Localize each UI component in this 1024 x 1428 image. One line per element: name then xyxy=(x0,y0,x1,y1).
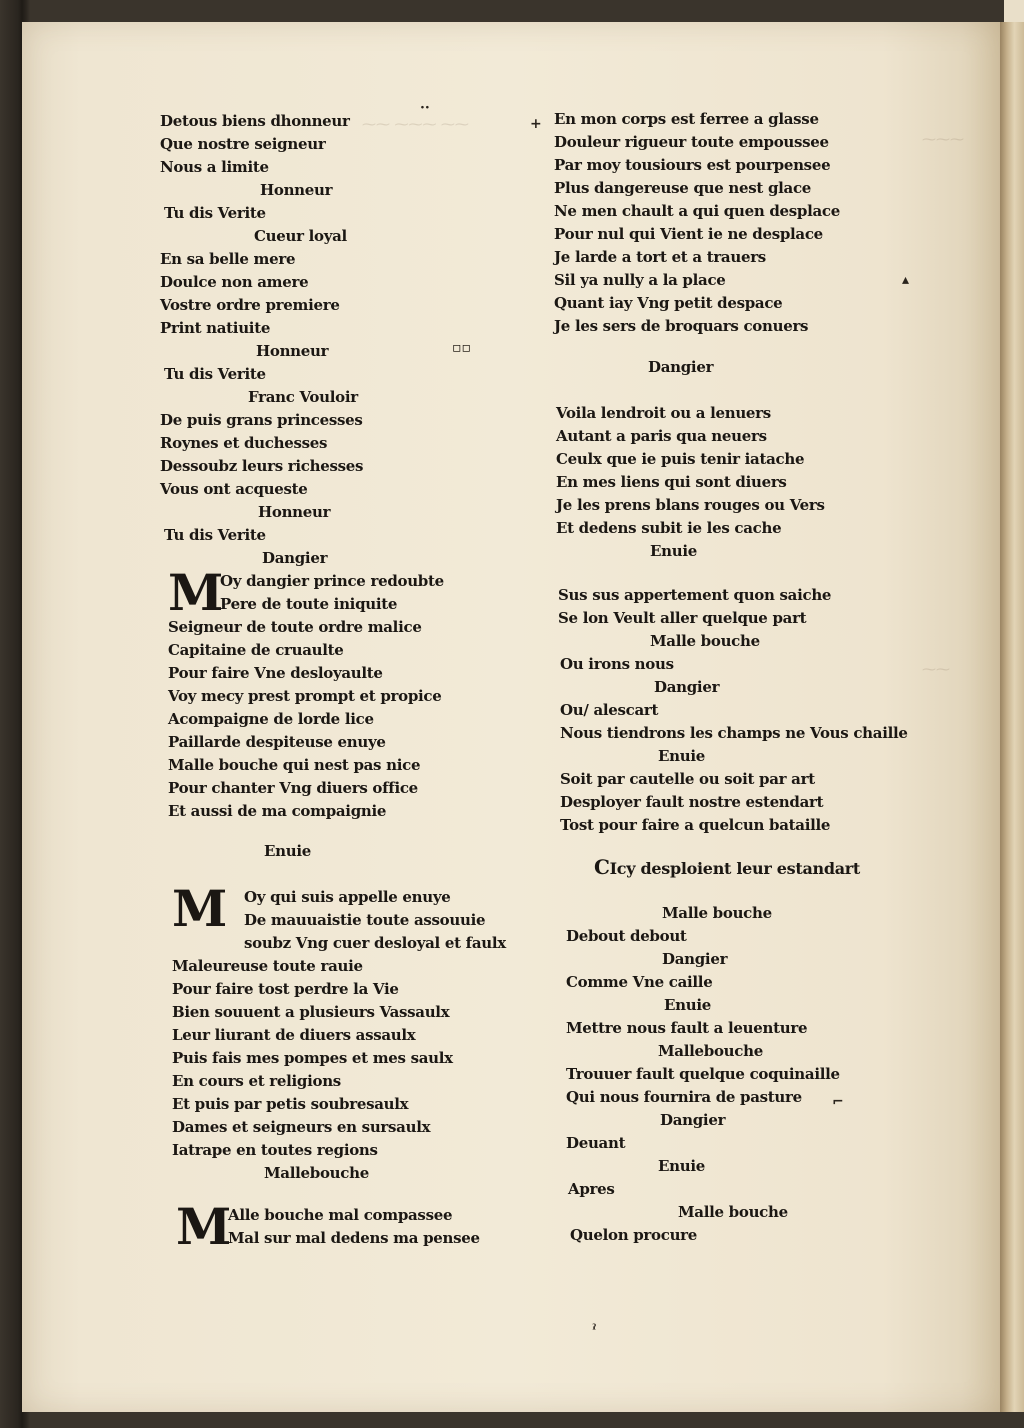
printer-mark: ▫▫ xyxy=(452,340,471,356)
verse-line: Bien souuent a plusieurs Vassaulx xyxy=(172,1003,450,1021)
verse-line: Dessoubz leurs richesses xyxy=(160,457,364,475)
verse-line: Et dedens subit ie les cache xyxy=(556,519,782,537)
verse-line: Paillarde despiteuse enuye xyxy=(168,733,386,751)
printer-mark: + xyxy=(530,116,542,132)
verse-line: Je les sers de broquars conuers xyxy=(554,317,809,335)
verse-line: soubz Vng cuer desloyal et faulx xyxy=(244,934,506,952)
speaker-name: Dangier xyxy=(648,358,714,376)
verse-line: Se lon Veult aller quelque part xyxy=(558,609,807,627)
verse-line: Tu dis Verite xyxy=(164,526,266,544)
verse-line: En cours et religions xyxy=(172,1072,341,1090)
verse-line: Acompaigne de lorde lice xyxy=(168,710,374,728)
drop-cap: M xyxy=(168,563,224,622)
verse-line: Quelon procure xyxy=(570,1226,698,1244)
verse-line: Dames et seigneurs en sursaulx xyxy=(172,1118,431,1136)
verse-line: Voila lendroit ou a lenuers xyxy=(556,404,771,422)
drop-cap: M xyxy=(176,1197,232,1256)
speaker-name: Enuie xyxy=(658,747,705,765)
speaker-name: Cueur loyal xyxy=(254,227,347,245)
speaker-name: Enuie xyxy=(650,542,697,560)
speaker-name: Honneur xyxy=(256,342,329,360)
printer-mark: ˀ xyxy=(592,1322,597,1338)
verse-line: Voy mecy prest prompt et propice xyxy=(168,687,442,705)
verse-line: Je les prens blans rouges ou Vers xyxy=(556,496,825,514)
speaker-name: Malle bouche xyxy=(650,632,760,650)
verse-line: Pour chanter Vng diuers office xyxy=(168,779,418,797)
speaker-name: Mallebouche xyxy=(264,1164,369,1182)
verse-line: Doulce non amere xyxy=(160,273,309,291)
verse-line: Et puis par petis soubresaulx xyxy=(172,1095,409,1113)
verse-line: Puis fais mes pompes et mes saulx xyxy=(172,1049,453,1067)
verse-line: Comme Vne caille xyxy=(566,973,713,991)
verse-line: Leur liurant de diuers assaulx xyxy=(172,1026,416,1044)
verse-line: Que nostre seigneur xyxy=(160,135,326,153)
verse-line: Sus sus appertement quon saiche xyxy=(558,586,832,604)
speaker-name: Dangier xyxy=(262,549,328,567)
verse-line: Ne men chault a qui quen desplace xyxy=(554,202,841,220)
verse-line: Apres xyxy=(568,1180,615,1198)
verse-line: Pour nul qui Vient ie ne desplace xyxy=(554,225,823,243)
show-through-text: ⁓⁓ xyxy=(922,662,950,678)
rubric-heading xyxy=(594,856,860,880)
verse-line: Capitaine de cruaulte xyxy=(168,641,344,659)
verse-line: Mettre nous fault a leuenture xyxy=(566,1019,808,1037)
printer-mark: ·· xyxy=(420,100,430,116)
verse-line: Pour faire tost perdre la Vie xyxy=(172,980,399,998)
verse-line: Nous tiendrons les champs ne Vous chaille xyxy=(560,724,908,742)
speaker-name: Malle bouche xyxy=(662,904,772,922)
verse-line: Quant iay Vng petit despace xyxy=(554,294,783,312)
verse-line: Sil ya nully a la place xyxy=(554,271,726,289)
verse-line: En sa belle mere xyxy=(160,250,296,268)
verse-line: Debout debout xyxy=(566,927,687,945)
binding-gutter xyxy=(1000,22,1024,1412)
verse-line: Pere de toute iniquite xyxy=(220,595,398,613)
speaker-name: Mallebouche xyxy=(658,1042,763,1060)
speaker-name: Enuie xyxy=(264,842,311,860)
verse-line: Pour faire Vne desloyaulte xyxy=(168,664,383,682)
speaker-name: Dangier xyxy=(660,1111,726,1129)
verse-line: Qui nous fournira de pasture xyxy=(566,1088,802,1106)
show-through-text: ⁓⁓ ⁓⁓⁓ ⁓⁓ xyxy=(362,117,469,133)
verse-line: Deuant xyxy=(566,1134,626,1152)
verse-line: En mes liens qui sont diuers xyxy=(556,473,787,491)
verse-line: Seigneur de toute ordre malice xyxy=(168,618,422,636)
verse-line: Detous biens dhonneur xyxy=(160,112,350,130)
speaker-name: Enuie xyxy=(664,996,711,1014)
verse-line: Oy dangier prince redoubte xyxy=(220,572,444,590)
verse-line: Oy qui suis appelle enuye xyxy=(244,888,451,906)
verse-line: De puis grans princesses xyxy=(160,411,363,429)
verse-line: Nous a limite xyxy=(160,158,269,176)
speaker-name: Enuie xyxy=(658,1157,705,1175)
printer-mark: ⌐ xyxy=(832,1094,844,1110)
speaker-name: Malle bouche xyxy=(678,1203,788,1221)
speaker-name: Honneur xyxy=(260,181,333,199)
verse-line: Vostre ordre premiere xyxy=(160,296,340,314)
verse-line: Ceulx que ie puis tenir iatache xyxy=(556,450,805,468)
verse-line: Tost pour faire a quelcun bataille xyxy=(560,816,831,834)
speaker-name: Honneur xyxy=(258,503,331,521)
verse-line: De mauuaistie toute assouuie xyxy=(244,911,486,929)
verse-line: Malle bouche qui nest pas nice xyxy=(168,756,421,774)
speaker-name: Dangier xyxy=(662,950,728,968)
verse-line: Mal sur mal dedens ma pensee xyxy=(228,1229,480,1247)
verse-line: Douleur rigueur toute empoussee xyxy=(554,133,829,151)
verse-line: Tu dis Verite xyxy=(164,365,266,383)
verse-line: En mon corps est ferree a glasse xyxy=(554,110,819,128)
printer-mark: ▴ xyxy=(902,272,910,288)
verse-line: Maleureuse toute rauie xyxy=(172,957,363,975)
drop-cap: C xyxy=(594,855,610,879)
verse-line: Alle bouche mal compassee xyxy=(228,1206,453,1224)
drop-cap: M xyxy=(172,879,228,938)
verse-line: Ou irons nous xyxy=(560,655,674,673)
rubric-heading-text: Icy desploient leur estandart xyxy=(609,859,861,878)
verse-line: Par moy tousiours est pourpensee xyxy=(554,156,831,174)
show-through-text: ⁓⁓⁓ xyxy=(922,132,964,148)
verse-line: Et aussi de ma compaignie xyxy=(168,802,387,820)
speaker-name: Franc Vouloir xyxy=(248,388,358,406)
speaker-name: Dangier xyxy=(654,678,720,696)
verse-line: Iatrape en toutes regions xyxy=(172,1141,378,1159)
verse-line: Tu dis Verite xyxy=(164,204,266,222)
verse-line: Print natiuite xyxy=(160,319,271,337)
verse-line: Plus dangereuse que nest glace xyxy=(554,179,812,197)
verse-line: Vous ont acqueste xyxy=(160,480,308,498)
verse-line: Ou/ alescart xyxy=(560,701,659,719)
page-leaf xyxy=(22,22,1000,1412)
verse-line: Desployer fault nostre estendart xyxy=(560,793,824,811)
verse-line: Trouuer fault quelque coquinaille xyxy=(566,1065,840,1083)
verse-line: Je larde a tort et a trauers xyxy=(554,248,766,266)
verse-line: Roynes et duchesses xyxy=(160,434,328,452)
verse-line: Autant a paris qua neuers xyxy=(556,427,767,445)
verse-line: Soit par cautelle ou soit par art xyxy=(560,770,815,788)
